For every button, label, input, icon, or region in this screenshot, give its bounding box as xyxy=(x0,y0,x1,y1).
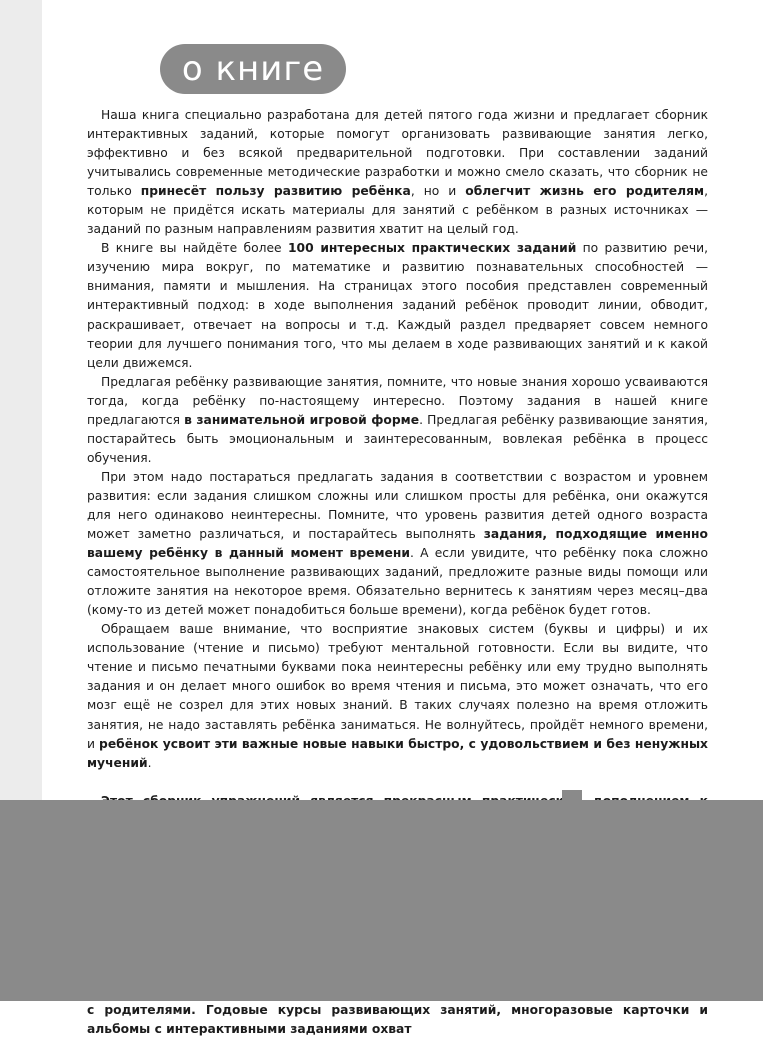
paragraph-3: Предлагая ребёнку развивающие занятия, помните, что новые знания хорошо усваиваются тогда, когда ребёнку по-настоящему интересно. Поэтому задания в нашей книге предлагаются в занимательной игровой форме. Предлагая ребёнку развивающие занятия, постарайтесь быть эмоциональным и заинтересованным, вовлекая ребёнка в процесс обучения. xyxy=(87,374,708,465)
paragraph-1: Наша книга специально разработана для детей пятого года жизни и предлагает сборник интерактивных заданий, которые помогут организовать развивающие занятия легко, эффективно и без всякой предварительной подготовки. При составлении заданий учитывались современные методические разработки и можно смело сказать, что сборник не только принесёт пользу развитию ребёнка, но и облегчит жизнь его родителям, которым не придётся искать материалы для занятий с ребёнком в разных источниках — заданий по разным направлениям развития хватит на целый год. xyxy=(87,108,708,237)
paragraph-method: с родителями. Годовые курсы развивающих занятий, многоразовые карточки и альбомы с интерактивными заданиями охват xyxy=(87,963,708,1039)
emphasis: принесёт пользу развитию ребёнка xyxy=(140,184,411,199)
paragraph-4: При этом надо постараться предлагать задания в соответствии с возрастом и уровнем развития: если задания слишком сложны или слишком просты для ребёнка, они окажутся для него одинаково неинтересны. Помните, что уровень развития детей одного возраста может заметно различаться, и постарайтесь выполнять задания, подходящие именно вашему ребёнку в данный момент времени. А если увидите, что ребёнку пока сложно самостоятельное выполнение развивающих заданий, предложите разные виды помощи или отложите занятия на некоторое время. Обязательно вернитесь к занятиям через месяц–два (кому-то из детей может понадобиться больше времени), когда ребёнок будет готов. xyxy=(87,469,708,618)
emphasis: облегчит жизнь его родителям xyxy=(465,184,705,199)
page-left-margin xyxy=(0,0,42,800)
emphasis: задания, подходящие именно вашему ребёнку в данный момент времени xyxy=(87,527,708,561)
emphasis: 100 интересных практических заданий xyxy=(287,241,577,256)
section-title: о книге xyxy=(160,44,346,94)
paragraph-2: В книге вы найдёте более 100 интересных практических заданий по развитию речи, изучению мира вокруг, по математике и развитию познавательных способностей — внимания, памяти и мышления. На страницах этого пособия представлен современный интерактивный подход: в ходе выполнения заданий ребёнок проводит линии, обводит, раскрашивает, отвечает на вопросы и т.д. Каждый раздел предваряет совсем немного теории для лучшего понимания того, что мы делаем в ходе развивающих занятий и к какой цели движемся. xyxy=(87,241,709,370)
bottom-gray-band xyxy=(0,800,763,1001)
emphasis: в занимательной игровой форме xyxy=(184,412,420,427)
paragraph-5: Обращаем ваше внимание, что восприятие знаковых систем (буквы и цифры) и их использование (чтение и письмо) требуют ментальной готовности. Если вы видите, что чтение и письмо печатными буквами пока неинтересны ребёнку или ему трудно выполнять задания и он делает много ошибок во время чтения и письма, это может означать, что его мозг ещё не созрел для этих новых знаний. В таких случаях полезно на время отложить занятия, не надо заставлять ребёнка заниматься. Не волнуйтесь, пройдёт немного времени, и ребёнок усвоит эти важные новые навыки быстро, с удовольствием и без ненужных мучений. xyxy=(87,622,708,770)
emphasis: ребёнок усвоит эти важные новые навыки быстро, с удовольствием и без ненужных мучений xyxy=(87,736,708,770)
